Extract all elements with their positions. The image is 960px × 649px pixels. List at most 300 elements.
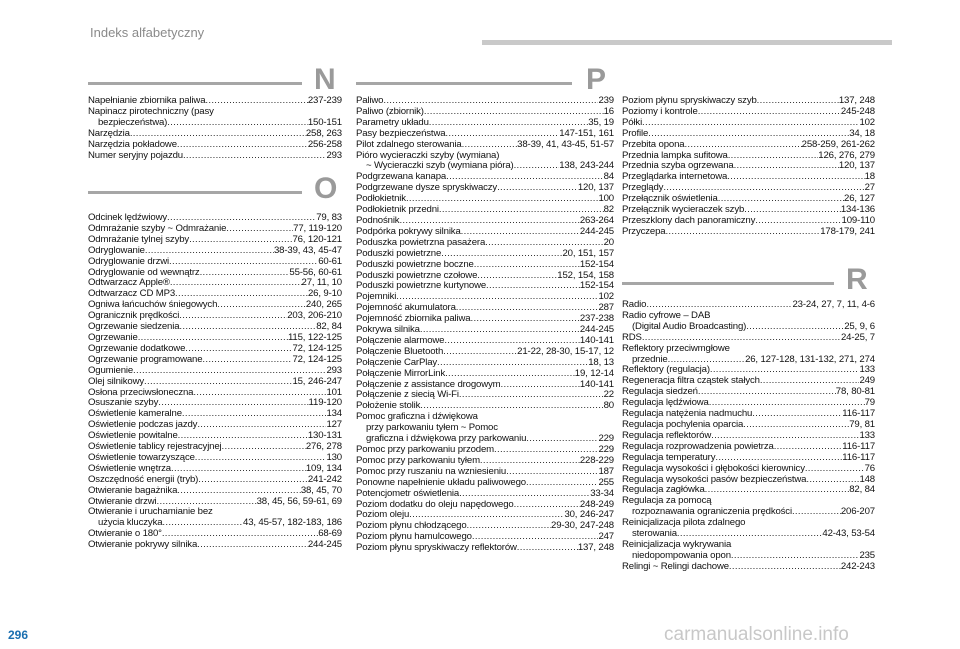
entry-pages: 115, 122-125 [287, 331, 342, 343]
entry-leader-dots [517, 543, 578, 554]
entry-term: Pasy bezpieczeństwa [356, 127, 446, 139]
entry-term: Odmrażanie szyby ~ Odmrażanie [88, 222, 227, 234]
index-entry [622, 333, 875, 344]
entry-term: Odryglowanie od wewnątrz [88, 266, 200, 278]
entry-pages: 35, 19 [588, 116, 614, 128]
entry-term: Regulacja pochylenia oparcia [622, 418, 744, 430]
entry-term: Olej silnikowy [88, 375, 145, 387]
entry-pages: 26, 127 [844, 193, 875, 205]
entry-term: Relingi ~ Relingi dachowe [622, 560, 729, 572]
entry-pages: 43, 45-57, 182-183, 186 [243, 517, 342, 529]
entry-term: Przeszklony dach panoramiczny [622, 214, 756, 226]
entry-pages: 133 [859, 429, 875, 441]
entry-term: Osłona przeciwsłoneczna [88, 386, 194, 398]
entry-term: Parametry układu [356, 116, 429, 128]
entry-term: Napełnianie zbiornika paliwa [88, 95, 206, 106]
index-entry [88, 140, 342, 151]
entry-leader-dots [439, 205, 604, 216]
entry-pages: 79 [864, 397, 875, 409]
entry-pages: 239 [598, 95, 614, 106]
entry-term: Pilot zdalnego sterowania [356, 138, 462, 150]
index-entry [356, 478, 614, 489]
entry-pages: 18, 13 [588, 356, 614, 368]
index-entry [622, 453, 875, 464]
section-r-list [622, 300, 875, 573]
entry-term: Numer seryjny pojazdu [88, 149, 183, 161]
section-p-list-right [622, 96, 875, 238]
entry-leader-dots [728, 151, 819, 162]
entry-leader-dots [179, 311, 287, 322]
entry-term: Ogrzewanie programowane [88, 353, 203, 365]
entry-term: Otwieranie pokrywy silnika [88, 539, 198, 551]
entry-term: Odtwarzacz Apple® [88, 277, 170, 289]
section-n-rule [88, 82, 302, 85]
entry-pages: 150-151 [307, 116, 342, 128]
index-entry: Reflektory przeciwmgłowe [622, 342, 730, 354]
entry-term: graficzna i dźwiękowa przy parkowaniu [366, 433, 527, 445]
entry-term: Pomoc przy parkowaniu przodem [356, 444, 495, 455]
entry-leader-dots [456, 303, 599, 314]
entry-pages: 21-22, 28-30, 15-17, 12 [517, 345, 614, 357]
entry-pages: 116-117 [842, 451, 875, 463]
index-entry [622, 464, 875, 475]
entry-pages: 120, 137 [838, 160, 875, 172]
entry-pages: 134-136 [840, 204, 875, 216]
entry-leader-dots [424, 107, 604, 118]
entry-leader-dots [757, 96, 839, 107]
entry-term: Poziom płynu spryskiwaczy reflektorów [356, 542, 517, 554]
entry-pages: 84 [603, 171, 614, 183]
entry-pages: 147-151, 161 [559, 127, 614, 139]
entry-term: Narzędzia [88, 127, 130, 139]
entry-leader-dots [441, 249, 562, 260]
entry-pages: 82 [603, 204, 614, 216]
entry-term: Poziom oleju [356, 509, 410, 521]
entry-leader-dots [715, 453, 842, 464]
entry-pages: 27 [864, 182, 875, 194]
entry-term: Podnośnik [356, 214, 400, 226]
entry-pages: 249 [859, 375, 875, 387]
entry-term: Przełącznik wycieraczek szyb [622, 204, 745, 216]
entry-term: Przełącznik oświetlenia [622, 193, 718, 205]
entry-pages: 18 [864, 171, 875, 183]
entry-pages: 137, 248 [838, 95, 875, 106]
entry-leader-dots [169, 257, 318, 268]
entry-term: Regulacja lędźwiowa [622, 397, 709, 409]
entry-pages: 100 [598, 193, 614, 205]
entry-leader-dots [744, 205, 841, 216]
entry-pages: 152-154 [579, 280, 614, 292]
entry-leader-dots [200, 268, 290, 279]
entry-term: Otwieranie o 180° [88, 528, 162, 540]
entry-leader-dots [486, 281, 580, 292]
entry-term: Odryglowanie [88, 244, 145, 256]
entry-pages: 38, 45, 70 [300, 484, 342, 496]
entry-pages: 237-239 [307, 95, 342, 106]
entry-term: Oświetlenie towarzyszące [88, 451, 195, 463]
entry-pages: 235 [859, 549, 875, 561]
entry-term: Regulacja siedzeń [622, 386, 698, 398]
index-entry [88, 486, 342, 497]
entry-term: Odcinek lędźwiowy [88, 212, 168, 223]
index-entry [622, 227, 875, 238]
entry-pages: 178-179, 241 [820, 225, 875, 237]
entry-leader-dots [197, 540, 308, 551]
entry-pages: 240, 265 [305, 299, 342, 311]
section-n-list [88, 96, 342, 161]
index-entry [356, 140, 614, 151]
entry-leader-dots [459, 390, 604, 401]
index-entry: Pomoc graficzna i dźwiękowa [356, 411, 478, 423]
entry-term: ~ Wycieraczki szyb (wymiana pióra) [366, 160, 514, 172]
entry-leader-dots [477, 271, 557, 282]
entry-leader-dots [133, 366, 326, 377]
index-entry [356, 489, 614, 500]
entry-term: Poziomy i kontrole [622, 105, 698, 117]
entry-pages: 245-248 [840, 105, 875, 117]
index-entry: Regulacja za pomocą [622, 495, 712, 507]
index-entry [356, 249, 614, 260]
entry-pages: 119-120 [308, 397, 342, 409]
index-entry: Radio cyfrowe – DAB [622, 309, 711, 321]
entry-pages: 133 [859, 364, 875, 376]
entry-pages: 101 [326, 386, 342, 398]
entry-leader-dots [226, 224, 293, 235]
entry-leader-dots [445, 129, 559, 140]
entry-leader-dots [198, 475, 308, 486]
entry-leader-dots [162, 518, 243, 529]
entry-pages: 237-238 [579, 313, 614, 325]
entry-term: Przebita opona [622, 138, 685, 150]
page-header-title: Indeks alfabetyczny [90, 25, 205, 40]
entry-pages: 20 [603, 236, 614, 248]
entry-term: Poziom płynu chłodzącego [356, 520, 467, 532]
index-entry [356, 129, 614, 140]
entry-term: Ogniwa łańcuchów śniegowych [88, 299, 218, 311]
entry-term: Ogumienie [88, 364, 134, 376]
entry-pages: 276, 278 [305, 441, 342, 453]
entry-term: Poziom płynu spryskiwaczy szyb [622, 95, 757, 106]
entry-term: Paliwo (zbiornik) [356, 105, 424, 117]
entry-pages: 109-110 [841, 214, 875, 226]
entry-term: Osuszanie szyby [88, 397, 159, 409]
entry-leader-dots [445, 369, 575, 380]
entry-pages: 258, 263 [305, 127, 342, 139]
entry-pages: 33-34 [590, 487, 614, 499]
entry-term: Poziom płynu hamulcowego [356, 531, 472, 543]
entry-leader-dots [642, 118, 859, 129]
entry-term: Przeglądy [622, 182, 664, 194]
entry-leader-dots [462, 140, 518, 151]
entry-term: Poduszka powietrzna pasażera [356, 236, 486, 248]
entry-term: Podgrzewana kanapa [356, 171, 447, 183]
entry-pages: 206-207 [840, 506, 875, 518]
index-entry: przy parkowaniu tyłem ~ Pomoc [366, 422, 498, 434]
entry-pages: 38-39, 41, 43-45, 51-57 [517, 138, 614, 150]
entry-leader-dots [222, 442, 306, 453]
entry-leader-dots [177, 486, 301, 497]
entry-term: Odtwarzacz CD MP3 [88, 288, 176, 300]
entry-pages: 130 [326, 451, 342, 463]
entry-pages: 24-25, 7 [840, 331, 875, 343]
entry-pages: 120, 137 [577, 182, 614, 194]
entry-term: Położenie stolik [356, 400, 421, 412]
entry-pages: 241-242 [307, 473, 342, 485]
entry-term: Odmrażanie tylnej szyby [88, 233, 190, 245]
entry-term: Paliwo [356, 95, 384, 106]
entry-pages: 187 [598, 465, 614, 477]
entry-pages: 80 [603, 400, 614, 412]
entry-term: Podpórka pokrywy silnika [356, 225, 461, 237]
entry-pages: 116-117 [842, 440, 875, 452]
entry-leader-dots [684, 140, 801, 151]
entry-term: Połączenie z assistance drogowym [356, 378, 501, 390]
entry-leader-dots [182, 409, 327, 420]
index-entry: Otwieranie i uruchamianie bez [88, 506, 213, 518]
entry-pages: 258-259, 261-262 [801, 138, 875, 150]
entry-leader-dots [474, 260, 580, 271]
entry-term: rozpoznawania ograniczenia prędkości [632, 506, 792, 518]
entry-term: Podgrzewane dysze spryskiwaczy [356, 182, 498, 194]
entry-leader-dots [501, 380, 580, 391]
entry-pages: 68-69 [318, 528, 342, 540]
entry-term: Ponowne napełnienie układu paliwowego [356, 476, 526, 488]
watermark: carmanualsonline.info [664, 624, 849, 645]
entry-pages: 102 [859, 116, 875, 128]
entry-term: Oświetlenie powitalne [88, 430, 178, 442]
entry-term: Przednia lampka sufitowa [622, 149, 728, 161]
entry-pages: 72, 124-125 [292, 353, 342, 365]
entry-pages: 116-117 [842, 408, 875, 420]
entry-term: Odryglowanie drzwi [88, 255, 170, 267]
entry-pages: 137, 248 [577, 542, 614, 554]
entry-leader-dots [526, 434, 598, 445]
section-r-letter: R [846, 263, 868, 296]
entry-pages: 138, 243-244 [559, 160, 614, 172]
entry-leader-dots [193, 388, 326, 399]
entry-pages: 26, 127-128, 131-132, 271, 274 [745, 353, 875, 365]
entry-term: Regulacja zagłówka [622, 484, 705, 496]
header-bar [482, 40, 892, 45]
entry-term: Ogrzewanie siedzenia [88, 321, 180, 333]
entry-term: Ogrzewanie [88, 331, 138, 343]
entry-pages: 140-141 [579, 378, 614, 390]
entry-leader-dots [727, 172, 864, 183]
entry-term: (Digital Audio Broadcasting) [632, 320, 747, 332]
entry-term: Pojemniki [356, 291, 397, 303]
entry-term: Podłokietnik przedni [356, 204, 439, 216]
entry-pages: 244-245 [579, 225, 614, 237]
entry-pages: 152, 154, 158 [557, 269, 614, 281]
entry-term: Połączenie alarmowe [356, 334, 445, 346]
entry-term: sterowania [632, 528, 677, 540]
entry-term: Regulacja wysokości i głębokości kierownicy [622, 462, 805, 474]
index-entry [622, 562, 875, 573]
entry-term: Profile [622, 127, 649, 139]
entry-term: Regulacja natężenia nadmuchu [622, 408, 753, 420]
index-entry [622, 322, 875, 333]
entry-leader-dots [526, 478, 599, 489]
entry-leader-dots [130, 129, 306, 140]
index-entry [88, 540, 342, 551]
entry-term: Oświetlenie wnętrza [88, 462, 171, 474]
entry-pages: 293 [326, 364, 342, 376]
entry-leader-dots [698, 387, 836, 398]
entry-term: Półki [622, 116, 643, 128]
entry-leader-dots [205, 96, 307, 107]
entry-term: Reflektory (regulacja) [622, 364, 710, 376]
entry-pages: 30, 246-247 [564, 509, 614, 521]
section-n-letter: N [314, 63, 336, 96]
entry-pages: 82, 84 [849, 484, 875, 496]
entry-pages: 255 [598, 476, 614, 488]
entry-pages: 140-141 [579, 334, 614, 346]
entry-term: Regeneracja filtra cząstek stałych [622, 375, 760, 387]
entry-pages: 229 [598, 444, 614, 455]
entry-pages: 127 [326, 419, 342, 431]
entry-leader-dots [774, 442, 843, 453]
entry-term: Pojemność akumulatora [356, 302, 456, 314]
section-o-letter: O [314, 172, 338, 205]
entry-pages: 248-249 [579, 498, 614, 510]
entry-pages: 76 [864, 462, 875, 474]
entry-pages: 25, 9, 6 [844, 320, 875, 332]
entry-leader-dots [648, 129, 849, 140]
entry-pages: 229 [598, 433, 614, 445]
section-o-rule [88, 191, 302, 194]
index-entry: Reinicjalizacja wykrywania [622, 538, 732, 550]
entry-leader-dots [746, 322, 844, 333]
entry-pages: 256-258 [307, 138, 342, 150]
section-p-letter: P [586, 63, 607, 96]
page-number: 296 [8, 628, 29, 642]
index-entry [356, 369, 614, 380]
entry-term: Przednia szyba ogrzewana [622, 160, 734, 172]
entry-leader-dots [752, 409, 842, 420]
index-entry [622, 118, 875, 129]
entry-term: Pokrywa silnika [356, 324, 420, 336]
index-entry [88, 151, 342, 162]
entry-pages: 72, 124-125 [292, 342, 342, 354]
entry-pages: 42-43, 53-54 [822, 528, 875, 540]
index-entry [88, 366, 342, 377]
entry-leader-dots [170, 278, 302, 289]
entry-term: Ogranicznik prędkości [88, 310, 180, 322]
entry-pages: 22 [603, 389, 614, 401]
entry-pages: 16 [603, 105, 614, 117]
index-entry [88, 129, 342, 140]
index-entry [356, 543, 614, 554]
entry-term: Regulacja wysokości pasów bezpieczeństwa [622, 473, 807, 485]
entry-leader-dots [665, 227, 820, 238]
entry-term: Regulacja reflektorów [622, 429, 712, 441]
entry-term: Połączenie Bluetooth [356, 345, 444, 357]
entry-term: RDS [622, 331, 642, 343]
entry-term: bezpieczeństwa) [98, 116, 168, 128]
entry-term: Połączenie z siecią Wi-Fi [356, 389, 459, 401]
entry-leader-dots [167, 118, 308, 129]
section-n-header [88, 65, 344, 95]
entry-pages: 244-245 [579, 324, 614, 336]
entry-pages: 78, 80-81 [835, 386, 875, 398]
entry-leader-dots [792, 507, 841, 518]
entry-term: Oszczędność energii (tryb) [88, 473, 199, 485]
entry-pages: 203, 206-210 [287, 310, 342, 322]
entry-term: Otwieranie bagażnika [88, 484, 178, 496]
index-entry: Napinacz pirotechniczny (pasy [88, 105, 214, 117]
entry-pages: 82, 84 [316, 321, 342, 333]
entry-leader-dots [514, 161, 560, 172]
entry-term: Podłokietnik [356, 193, 406, 205]
entry-leader-dots [705, 485, 850, 496]
index-entry [622, 129, 875, 140]
entry-pages: 109, 134 [305, 462, 342, 474]
index-entry [622, 140, 875, 151]
entry-leader-dots [177, 140, 308, 151]
entry-pages: 287 [598, 302, 614, 314]
entry-pages: 130-131 [307, 430, 342, 442]
index-entry [88, 246, 342, 257]
entry-pages: 26, 9-10 [307, 288, 342, 300]
entry-leader-dots [145, 246, 274, 257]
entry-term: użycia kluczyka [98, 517, 163, 529]
section-p-list-left [356, 96, 614, 554]
entry-pages: 293 [326, 149, 342, 161]
entry-leader-dots [202, 355, 292, 366]
entry-leader-dots [467, 521, 551, 532]
entry-pages: 263-264 [579, 214, 614, 226]
entry-pages: 38-39, 43, 45-47 [273, 244, 342, 256]
entry-term: niedopompowania opon [632, 549, 731, 561]
entry-term: Poduszki powietrzne czołowe [356, 269, 478, 281]
entry-pages: 19, 12-14 [574, 367, 614, 379]
entry-term: Regulacja temperatury [622, 451, 716, 463]
entry-term: Poduszki powietrzne kurtynowe [356, 280, 487, 292]
entry-term: Oświetlenie podczas jazdy [88, 419, 198, 431]
entry-leader-dots [642, 333, 841, 344]
entry-leader-dots [497, 183, 578, 194]
entry-term: Otwieranie drzwi [88, 495, 157, 507]
entry-pages: 247 [598, 531, 614, 543]
entry-leader-dots [743, 420, 849, 431]
entry-term: Poduszki powietrzne [356, 247, 442, 259]
entry-pages: 126, 276, 279 [818, 149, 875, 161]
entry-term: Oświetlenie kameralne [88, 408, 182, 420]
entry-pages: 134 [326, 408, 342, 420]
section-p-rule [356, 82, 572, 85]
entry-leader-dots [443, 347, 517, 358]
entry-pages: 152-154 [579, 258, 614, 270]
entry-term: Przyczepa [622, 225, 666, 237]
entry-term: Poziom dodatku do oleju napędowego [356, 498, 514, 510]
index-entry [622, 107, 875, 118]
section-p-header [356, 65, 614, 95]
entry-term: Poduszki powietrzne boczne [356, 258, 474, 270]
entry-leader-dots [470, 314, 579, 325]
entry-pages: 23-24, 27, 7, 11, 4-6 [792, 299, 875, 310]
entry-pages: 79, 81 [849, 418, 875, 430]
entry-pages: 242-243 [840, 560, 875, 572]
entry-term: Pojemność zbiornika paliwa [356, 313, 471, 325]
entry-term: Ogrzewanie dodatkowe [88, 342, 186, 354]
entry-term: Pomoc przy parkowaniu tyłem [356, 454, 480, 466]
entry-pages: 77, 119-120 [293, 222, 342, 234]
entry-leader-dots [805, 464, 865, 475]
index-entry: Reinicjalizacja pilota zdalnego [622, 517, 746, 529]
section-r-rule [622, 282, 834, 285]
entry-pages: 244-245 [307, 539, 342, 551]
entry-pages: 27, 11, 10 [301, 277, 342, 289]
